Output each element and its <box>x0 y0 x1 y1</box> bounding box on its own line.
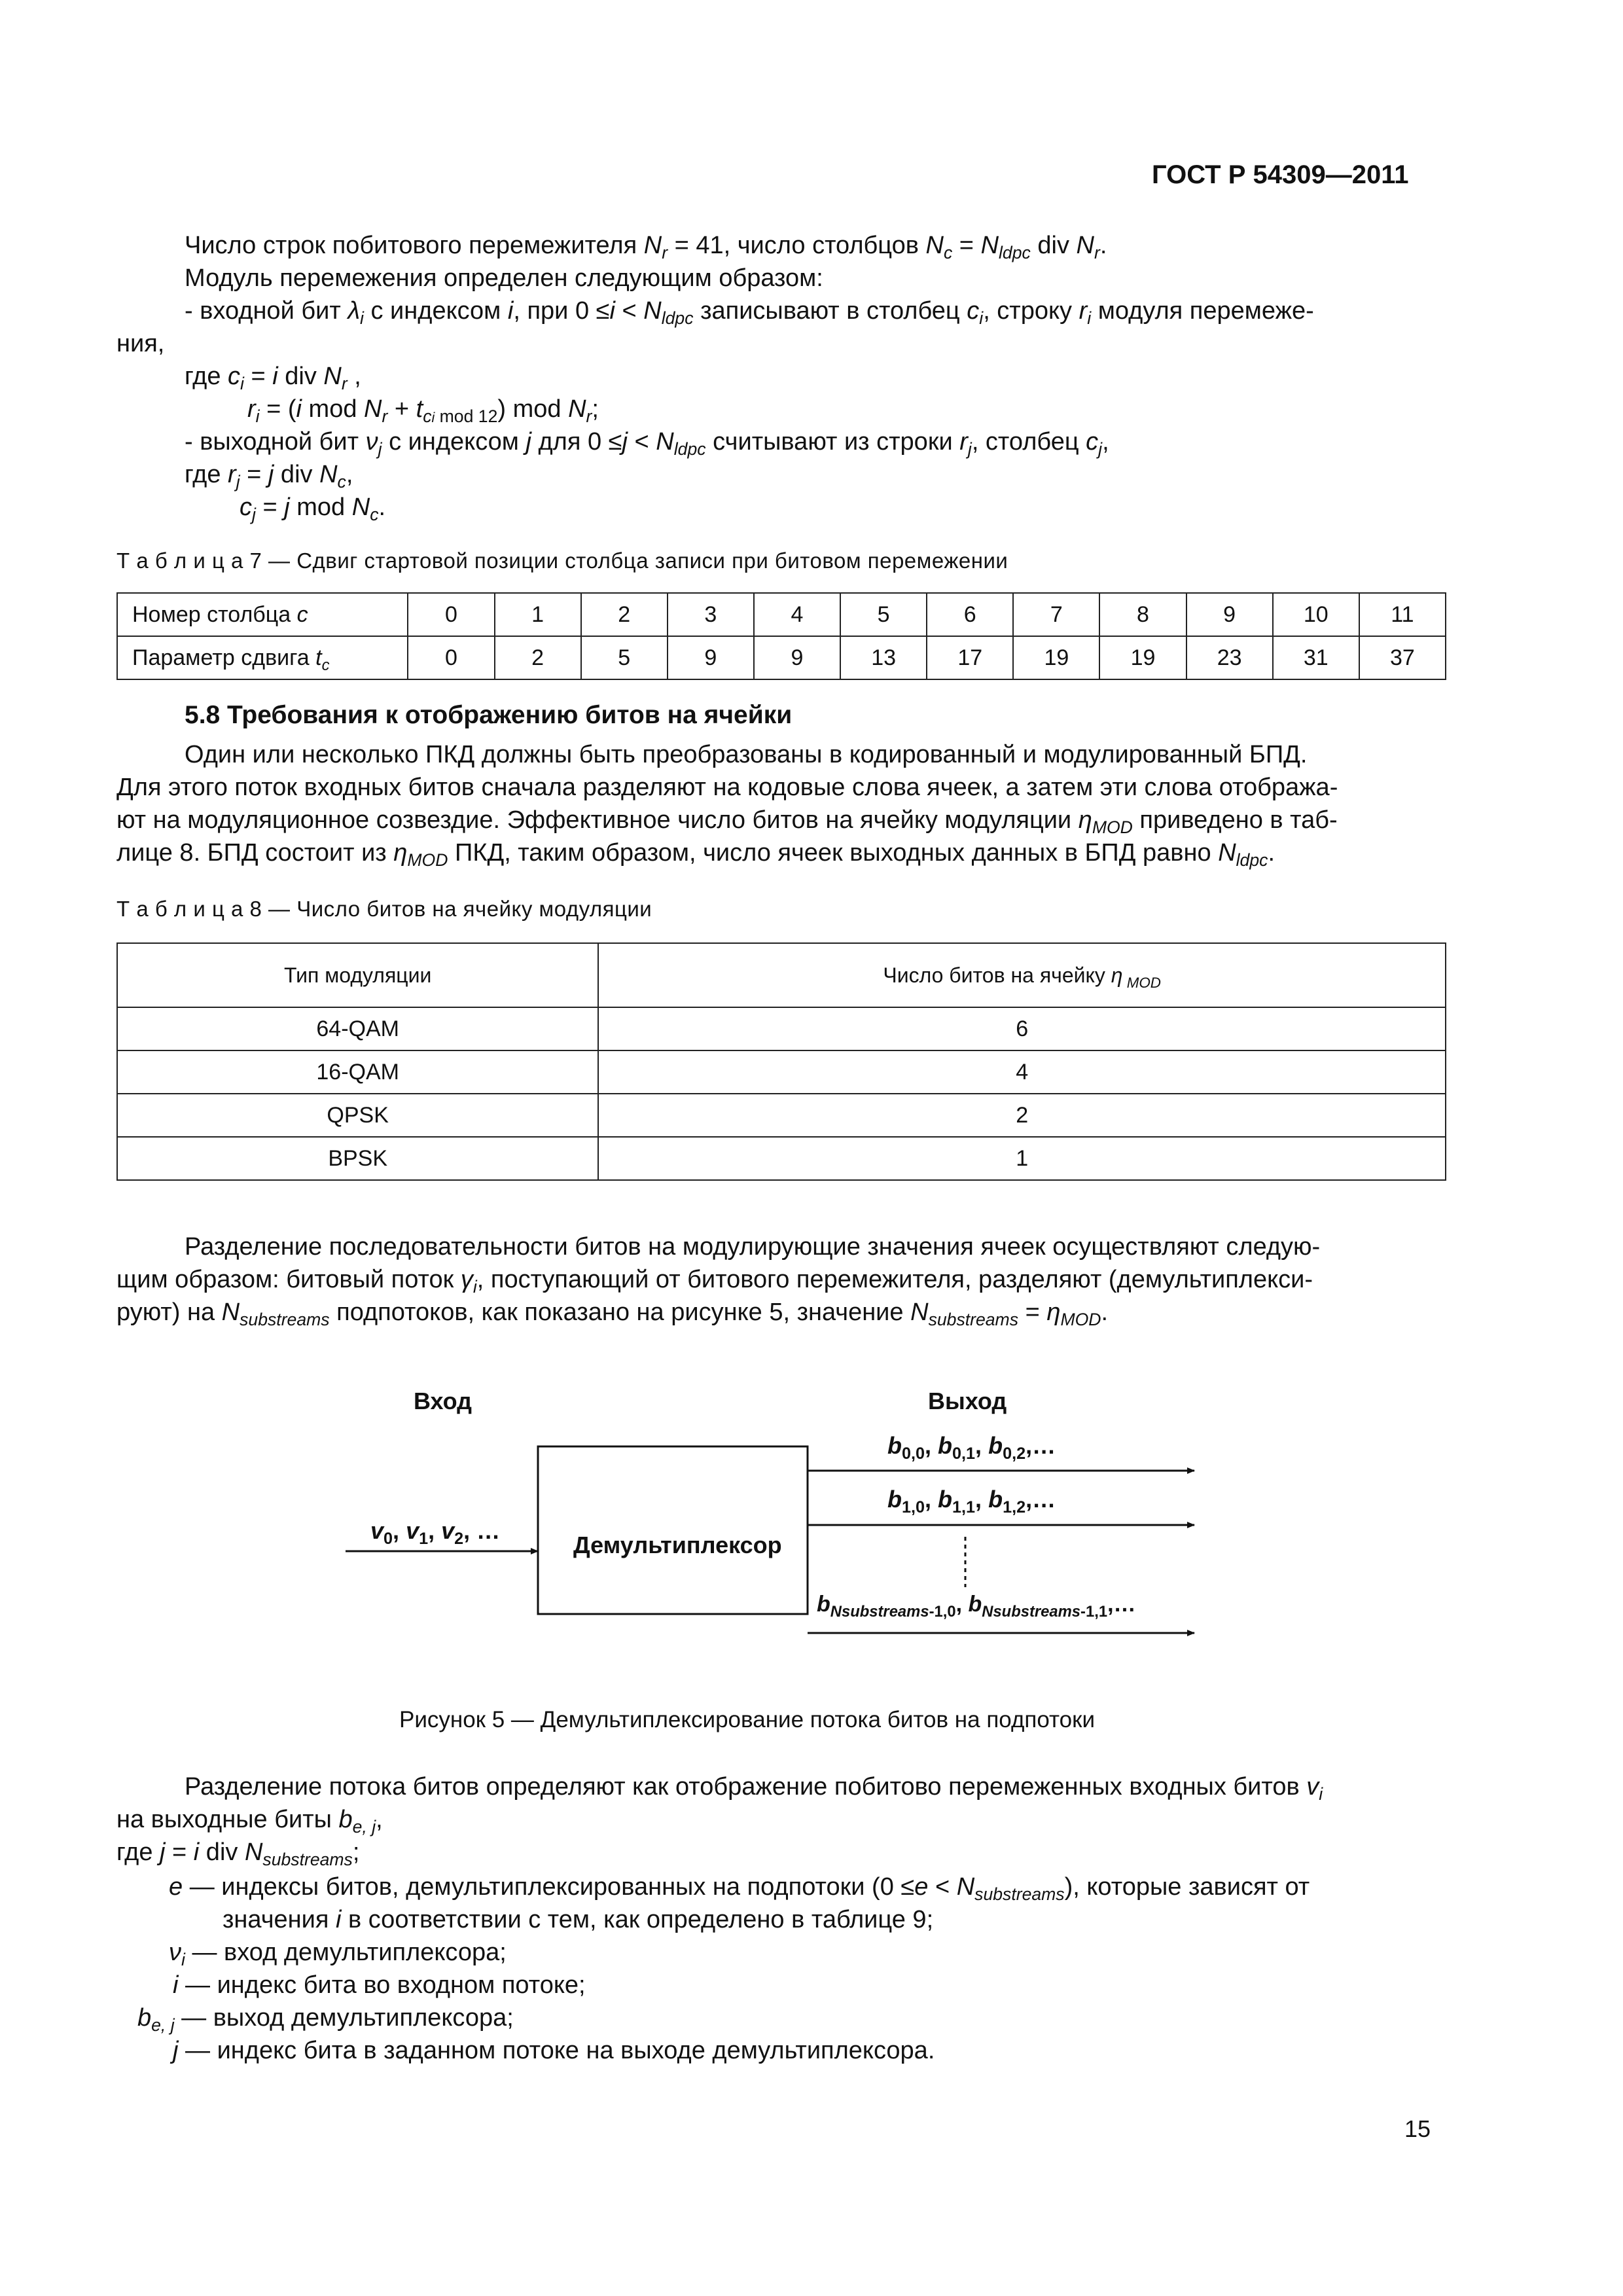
table7-cell: 9 <box>754 636 840 679</box>
table7-cell: 5 <box>840 593 927 636</box>
demux-paragraph-line: Разделение последовательности битов на модулирующие значения ячеек осуществляют следую- <box>185 1233 1321 1261</box>
table7-cell: 11 <box>1359 593 1446 636</box>
table7-caption: Т а б л и ц а 7 — Сдвиг стартовой позиции столбца записи при битовом перемежении <box>116 548 1008 573</box>
figure5-input-bits: $v_0$, $v_1$, $v_2$, … <box>370 1517 501 1548</box>
figure5-input-title: Вход <box>414 1388 473 1414</box>
mapping-line-3: где j = i div $N_{substreams}$; <box>116 1839 360 1869</box>
table8-header-bits: Число битов на ячейку η $_{MOD}$ <box>598 943 1446 1007</box>
section-paragraph-line: Для этого поток входных битов сначала разделяют на кодовые слова ячеек, а затем эти слова отобража- <box>116 774 1338 801</box>
table8-cell: QPSK <box>117 1094 598 1137</box>
interleaver-line-6: $r_i = (i$ mod $N_r + t_{ci mod 12}$) mod $N_r$; <box>247 395 599 426</box>
table7-cell: 2 <box>495 636 581 679</box>
table8-cell: BPSK <box>117 1137 598 1180</box>
glossary-e: e — индексы битов, демультиплексированных на подпотоки $(0 \le e < N_{substreams})$, которые зависят от <box>169 1873 1310 1904</box>
table7-row-label: Параметр сдвига $t_c$ <box>117 636 408 679</box>
section-paragraph-line: ют на модуляционное созвездие. Эффективное число битов на ячейку модуляции $\eta_{MOD}$ приведено в таб- <box>116 806 1338 837</box>
table7-cell: 7 <box>1013 593 1099 636</box>
interleaver-line-1: Число строк побитового перемежителя $N_r = 41$, число столбцов $N_c = N_{ldpc}$ div $N_r$. <box>185 232 1107 262</box>
table8-cell: 4 <box>598 1050 1446 1094</box>
section-paragraph-line: Один или несколько ПКД должны быть преобразованы в кодированный и модулированный БПД. <box>185 741 1308 768</box>
glossary-e-continued: значения i в соответствии с тем, как определено в таблице 9; <box>223 1906 934 1933</box>
table7-cell: 37 <box>1359 636 1446 679</box>
table7-cell: 31 <box>1273 636 1359 679</box>
section-paragraph-line: лице 8. БПД состоит из $\eta_{MOD}$ ПКД, таким образом, число ячеек выходных данных в БПД равно $N_{ldpc}$. <box>116 839 1275 870</box>
figure5-output-title: Выход <box>928 1388 1007 1414</box>
interleaver-line-2: Модуль перемежения определен следующим образом: <box>185 264 823 292</box>
figure5-output-bits-0: $b_{0,0}$, $b_{0,1}$, $b_{0,2},\dots$ <box>887 1432 1056 1463</box>
figure5-caption: Рисунок 5 — Демультиплексирование потока битов на подпотоки <box>399 1707 1096 1732</box>
table7-cell: 1 <box>495 593 581 636</box>
interleaver-line-7: - выходной бит $\nu_j$ с индексом j для $0 \le j < N_{ldpc}$ считывают из строки $r_j$, столбец $c_j$, <box>185 428 1109 459</box>
glossary-i: i — индекс бита во входном потоке; <box>173 1971 586 1999</box>
table7-cell: 9 <box>668 636 754 679</box>
demux-paragraph-line: щим образом: битовый поток $\gamma_i$, поступающий от битового перемежителя, разделяют (демультиплекси- <box>116 1266 1313 1297</box>
figure5-output-bits-1: $b_{1,0}$, $b_{1,1}$, $b_{1,2},\dots$ <box>887 1486 1056 1516</box>
table7-cell: 10 <box>1273 593 1359 636</box>
section-heading: 5.8 Требования к отображению битов на ячейки <box>185 701 793 729</box>
interleaver-line-9: $c_j = j$ mod $N_c$. <box>240 493 386 524</box>
table8-cell: 16-QAM <box>117 1050 598 1094</box>
table7-cell: 3 <box>668 593 754 636</box>
table8-cell: 2 <box>598 1094 1446 1137</box>
mapping-line-2: на выходные биты $b_{e, j}$, <box>116 1806 383 1837</box>
table7-cell: 5 <box>581 636 668 679</box>
table7-cell: 0 <box>408 636 494 679</box>
table7-cell: 19 <box>1099 636 1186 679</box>
table8-cell: 1 <box>598 1137 1446 1180</box>
table7-cell: 13 <box>840 636 927 679</box>
table7-cell: 6 <box>927 593 1013 636</box>
figure5-output-bits-n: $b_{Nsubstreams-1,0}$, $b_{Nsubstreams-1,1},\dots$ <box>817 1592 1136 1621</box>
figure5-block-label: Демультиплексор <box>573 1532 782 1558</box>
table7-cell: 9 <box>1186 593 1273 636</box>
table7-cell: 23 <box>1186 636 1273 679</box>
interleaver-line-8: где $r_j = j$ div $N_c$, <box>185 461 353 492</box>
table8-caption: Т а б л и ц а 8 — Число битов на ячейку модуляции <box>116 897 652 921</box>
demultiplexer-block <box>538 1446 808 1614</box>
interleaver-line-5: где $c_i = i$ div $N_r$ , <box>185 363 361 393</box>
table7-cell: 4 <box>754 593 840 636</box>
table7-cell: 0 <box>408 593 494 636</box>
mapping-line-1: Разделение потока битов определяют как отображение побитово перемеженных входных битов $v_i$ <box>185 1773 1323 1804</box>
table8-cell: 6 <box>598 1007 1446 1050</box>
table7-row-label: Номер столбца c <box>117 593 408 636</box>
table8-cell: 64-QAM <box>117 1007 598 1050</box>
glossary-b: $b_{e, j}$ — выход демультиплексора; <box>137 2004 514 2035</box>
table8-header-modulation: Тип модуляции <box>117 943 598 1007</box>
demux-paragraph-line: руют) на $N_{substreams}$ подпотоков, как показано на рисунке 5, значение $N_{substreams} = \eta_{MOD}$. <box>116 1299 1109 1329</box>
interleaver-line-4: ния, <box>116 330 165 357</box>
table7-cell: 2 <box>581 593 668 636</box>
interleaver-line-3: - входной бит $\lambda_i$ с индексом i, при $0 \le i < N_{ldpc}$ записывают в столбец $c_i$, строку $r_i$ модуля перемеже- <box>185 297 1314 328</box>
standard-header: ГОСТ Р 54309—2011 <box>1152 160 1409 189</box>
page-number: 15 <box>1404 2115 1431 2142</box>
glossary-j: j — индекс бита в заданном потоке на выходе демультиплексора. <box>173 2037 935 2064</box>
table7-cell: 19 <box>1013 636 1099 679</box>
glossary-nu: $\nu_i$ — вход демультиплексора; <box>169 1939 507 1969</box>
table7-cell: 17 <box>927 636 1013 679</box>
table7-cell: 8 <box>1099 593 1186 636</box>
